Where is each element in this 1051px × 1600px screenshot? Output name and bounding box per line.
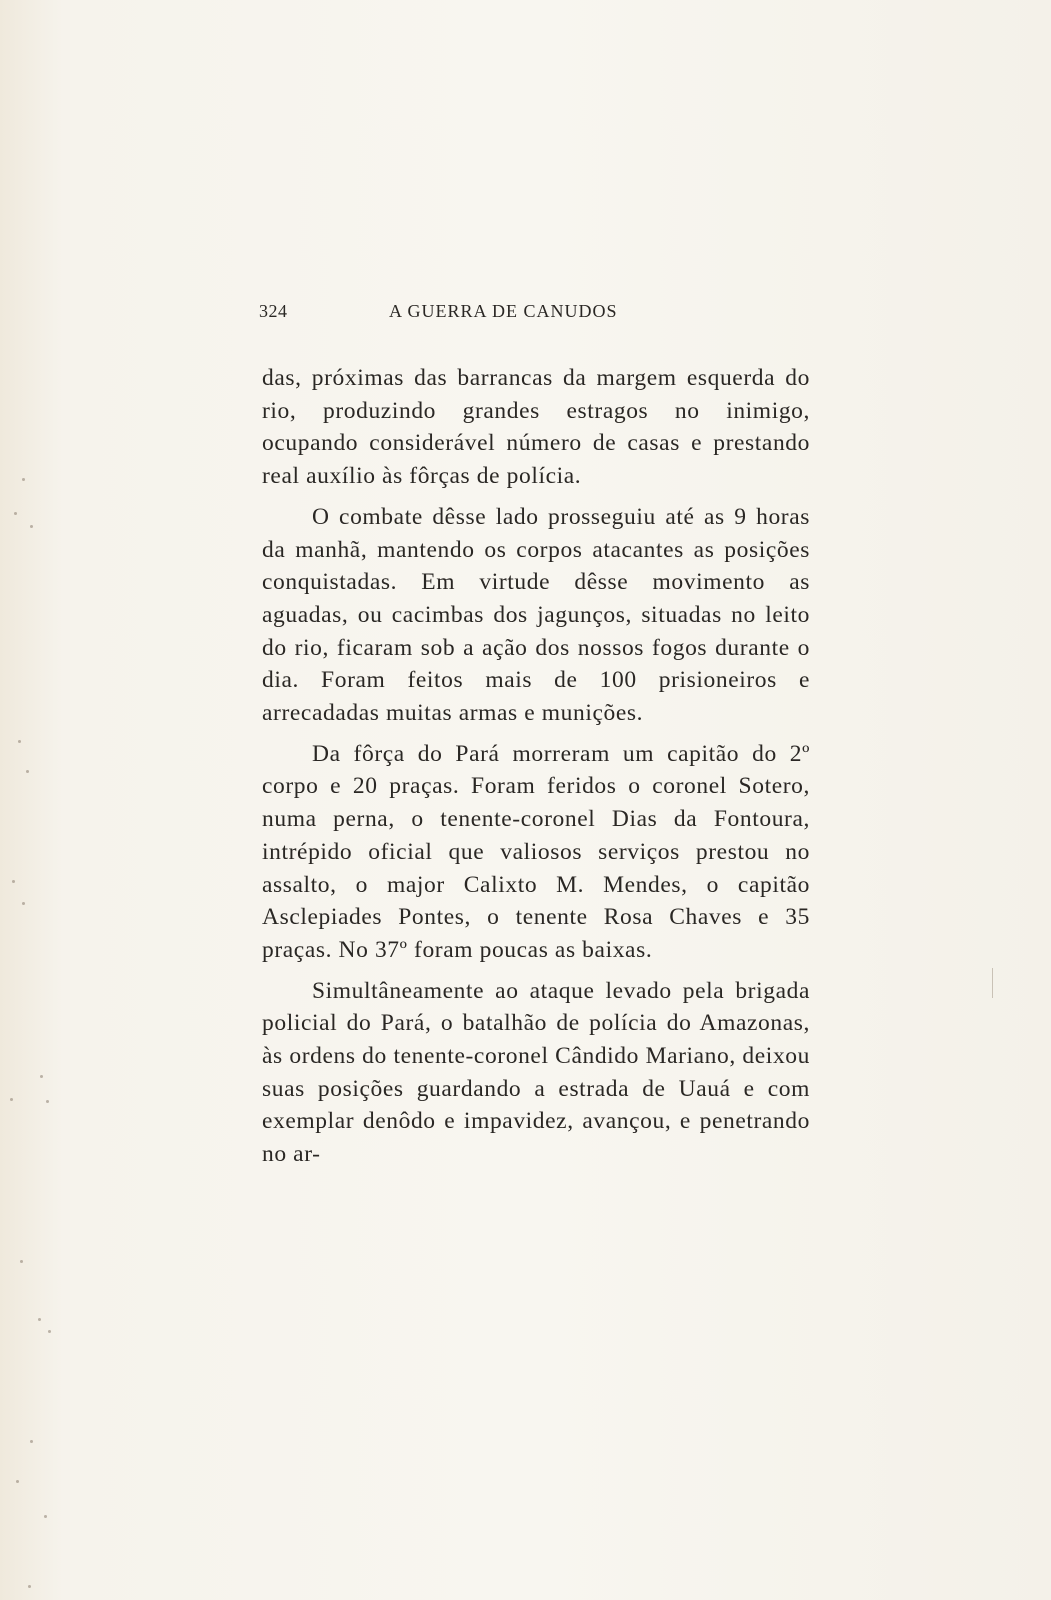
paper-speck [48, 1330, 51, 1333]
paragraph: Simultâneamente ao ataque levado pela brigada policial do Pará, o batalhão de polícia do Amazonas, às ordens do tenente-coronel Cândido Mariano, deixou suas posições guardando a estrada de Uauá e com exemplar denôdo e impavidez, avançou, e penetrando no ar- [262, 977, 810, 1168]
paper-speck [10, 1098, 13, 1101]
paper-speck [38, 1318, 41, 1321]
body-text [262, 362, 810, 1171]
paragraph: Da fôrça do Pará morreram um capitão do 2º corpo e 20 praças. Foram feridos o coronel Sotero, numa perna, o tenente-coronel Dias da Fontoura, intrépido oficial que valiosos serviços prestou no assalto, o major Calixto M. Mendes, o capitão Asclepiades Pontes, o tenente Rosa Chaves e 35 praças. No 37º foram poucas as baixas. [262, 740, 810, 963]
paragraph: das, próximas das barrancas da margem esquerda do rio, produzindo grandes estragos no inimigo, ocupando considerável número de casas e prestando real auxílio às fôrças de polícia. [262, 365, 810, 490]
paper-speck [14, 512, 17, 515]
paper-speck [22, 478, 25, 481]
paragraph: O combate dêsse lado prosseguiu até as 9 horas da manhã, mantendo os corpos atacantes as posições conquistadas. Em virtude dêsse movimento as aguadas, ou cacimbas dos jagunços, situadas no leito do rio, ficaram sob a ação dos nossos fogos durante o dia. Foram feitos mais de 100 prisioneiros e arrecadadas muitas armas e munições. [262, 503, 810, 727]
page-header [259, 301, 809, 325]
paper-speck [22, 902, 25, 905]
paper-speck [44, 1515, 47, 1518]
running-title: A GUERRA DE CANUDOS [389, 301, 618, 321]
paper-speck [30, 525, 33, 528]
paper-speck [28, 1585, 31, 1588]
paper-speck [12, 880, 15, 883]
paper-speck [16, 1480, 19, 1483]
paper-speck [18, 740, 21, 743]
page-number: 324 [259, 301, 288, 321]
paper-speck [30, 1440, 33, 1443]
paper-speck [20, 1260, 23, 1263]
page-edge-mark [992, 968, 993, 998]
paper-speck [40, 1075, 43, 1078]
paper-speck [46, 1100, 49, 1103]
paper-speck [26, 770, 29, 773]
